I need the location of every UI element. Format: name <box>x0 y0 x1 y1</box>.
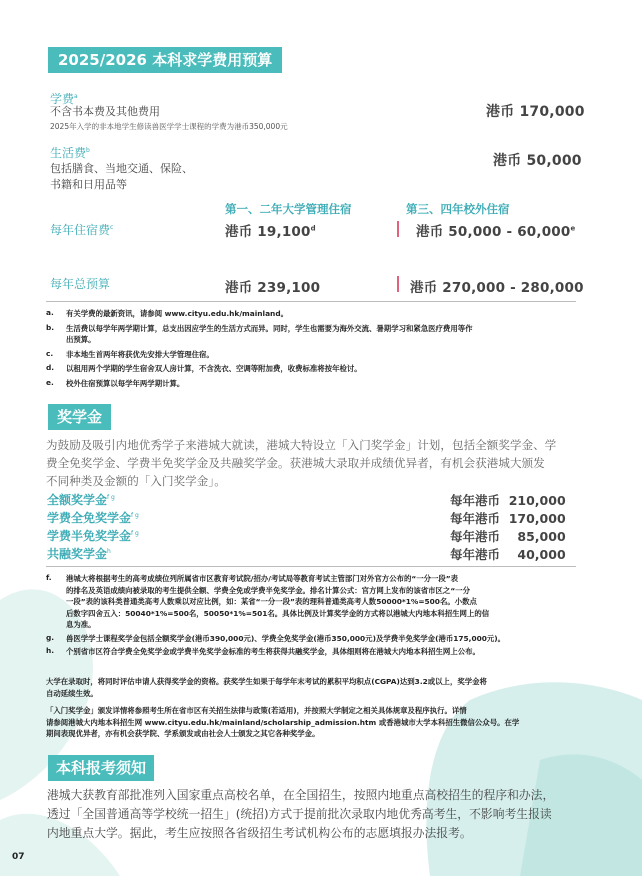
col1-header: 第一、二年大学管理住宿 <box>225 202 352 216</box>
housing-col1 <box>225 220 316 240</box>
total-label: 每年总预算 <box>50 277 111 291</box>
note-item <box>46 363 586 375</box>
tuition-small: 2025年入学的非本地学生修读兽医学学士课程的学费为港币350,000元 <box>50 122 288 131</box>
living-amount: 港币 50,000 <box>493 153 582 169</box>
tuition-desc: 不含书本费及其他费用 <box>50 105 160 118</box>
para-line: 「入门奖学金」颁发详情将参照考生所在省市区有关招生法律与政策(若适用)，并按照大学制定之相关具体规章及程序执行。详情 <box>46 706 467 715</box>
scholarship-sup: f g <box>131 512 139 519</box>
living-sup: b <box>86 147 90 154</box>
note-item <box>46 646 591 658</box>
scholarship-amount-full: 每年港币 210,000 <box>450 493 566 508</box>
note-text: 有关学费的最新资讯，请参阅 www.cityu.edu.hk/mainland。 <box>66 309 288 318</box>
budget-title: 2025/2026 本科求学费用预算 <box>48 47 282 73</box>
page-number: 07 <box>12 852 25 862</box>
note-mark: h. <box>46 646 55 655</box>
note-mark: g. <box>46 632 55 642</box>
note-item <box>46 323 586 335</box>
housing-col2-sup: e <box>570 224 576 233</box>
note-mark: d. <box>46 363 55 372</box>
intro-line: 为鼓励及吸引内地优秀学子来港城大就读，港城大特设立「入门奖学金」计划，包括全额奖学金、学 <box>46 438 557 452</box>
housing-col1-amount: 港币 19,100 <box>225 224 311 240</box>
note-line: 后数字四舍五入：50040*1%=500名，50050*1%=501名。具体比例及计算奖学金的方式将以港城大内地本科招生网上的信 <box>66 608 490 618</box>
notes-budget <box>46 308 586 389</box>
housing-label-text: 每年住宿费 <box>50 223 111 237</box>
note-line: 兽医学学士课程奖学金包括全额奖学金(港币390,000元)、学费全免奖学金(港币350,000元)及学费半免奖学金(港币175,000元)。 <box>66 633 506 643</box>
total-divider <box>397 276 399 292</box>
para-line: 期间表现优异者，亦有机会获学院、学系颁发或由社会人士颁发之其它各种奖学金。 <box>46 729 320 738</box>
note-line: 个别省市区符合学费全免奖学金或学费半免奖学金标准的考生将获得共融奖学金，具体细则将在港城大内地本科招生网上公布。 <box>66 647 480 656</box>
note-item <box>46 334 586 346</box>
para-line: 大学在录取时，将同时评估申请人获得奖学金的资格。获奖学生如果于每学年末考试的累积平均积点(CGPA)达到3.2或以上，奖学金将 <box>46 677 487 686</box>
note-mark: a. <box>46 308 54 317</box>
note-mark: f. <box>46 573 52 582</box>
housing-divider <box>397 221 399 237</box>
living-label-text: 生活费 <box>50 146 87 160</box>
admission-line: 内地重点大学。据此，考生应按照各省级招生考试机构公布的志愿填报办法报考。 <box>47 826 472 840</box>
scholarship-sup: f g <box>107 494 115 501</box>
note-item <box>46 573 591 631</box>
admission-title: 本科报考须知 <box>48 755 154 781</box>
col2-header: 第三、四年校外住宿 <box>406 202 510 216</box>
note-line: 的排名及英语成绩向被录取的考生提供全额、学费全免或学费半免奖学金。排名计算公式：官方网上发布的该省市区之“一分 <box>66 585 470 595</box>
admission-line: 透过「全国普通高等学校统一招生」(统招)方式于提前批次录取内地优秀高考生，不影响考生报读 <box>47 807 552 821</box>
living-desc-1: 包括膳食、当地交通、保险、 <box>50 162 193 175</box>
scholarship-item-tuition-full <box>47 509 139 526</box>
scholarship-intro <box>46 436 556 490</box>
scholarship-item-tuition-half <box>47 527 139 544</box>
cgpa-paragraph <box>46 676 487 699</box>
note-text: 出预算。 <box>66 335 96 344</box>
living-label <box>50 144 90 161</box>
tuition-sup: a <box>74 93 78 100</box>
housing-col2 <box>416 220 575 240</box>
scholarship-sup: h <box>107 548 111 555</box>
housing-col2-amount: 港币 50,000 - 60,000 <box>416 224 571 240</box>
note-mark: c. <box>46 348 54 358</box>
note-text: 生活费以每学年两学期计算，总支出因应学生的生活方式而异。同时，学生也需要为海外交流、暑期学习和紧急医疗费用等作 <box>66 323 473 333</box>
scholarship-item-inclusion <box>47 545 111 562</box>
total-col1: 港币 239,100 <box>225 280 321 296</box>
housing-sup: c <box>110 224 114 231</box>
note-text: 校外住宿预算以每学年两学期计算。 <box>66 378 185 388</box>
admission-line: 港城大获教育部批准列入国家重点高校名单，在全国招生，按照内地重点高校招生的程序和办法， <box>47 788 555 802</box>
note-item <box>46 308 586 320</box>
scholarship-item-full <box>47 491 115 508</box>
note-item <box>46 633 591 645</box>
note-item <box>46 349 586 361</box>
admission-body <box>47 786 554 843</box>
note-line: 港城大将根据考生的高考成绩位列所属省市区教育考试院/招办/考试局等教育考试主管部门对外官方公布的“一分一段”表 <box>66 574 459 583</box>
note-text: 以租用两个学期的学生宿舍双人房计算，不含洗衣、空调等附加费，收费标准将按年检讨。 <box>66 364 362 373</box>
budget-divider-line <box>46 301 576 302</box>
scholarship-amount-tuition-half: 每年港币 85,000 <box>450 529 566 544</box>
housing-col1-sup: d <box>310 224 316 233</box>
note-item <box>46 378 586 390</box>
note-mark: e. <box>46 377 54 387</box>
rules-paragraph <box>46 705 519 740</box>
scholarship-name: 共融奖学金 <box>47 547 108 561</box>
tuition-label-text: 学费 <box>50 92 75 106</box>
total-col2: 港币 270,000 - 280,000 <box>410 280 584 296</box>
living-desc-2: 书籍和日用品等 <box>50 178 127 191</box>
para-line: 自动延续生效。 <box>46 688 98 698</box>
scholarship-title: 奖学金 <box>48 404 111 430</box>
intro-line: 费全免奖学金、学费半免奖学金及共融奖学金。获港城大录取并成绩优异者，有机会获港城大颁发 <box>46 456 545 470</box>
note-mark <box>46 334 66 346</box>
scholarship-name: 学费半免奖学金 <box>47 529 132 543</box>
scholarship-name: 学费全免奖学金 <box>47 511 132 525</box>
scholarship-amount-inclusion: 每年港币 40,000 <box>450 547 566 562</box>
note-line: 一段”表的该科类普通类高考人数乘以对应比例，如：某省“一分一段”表的理科普通类高考人数50000*1%=500名。小数点 <box>66 597 477 606</box>
scholarship-sup: f g <box>131 530 139 537</box>
note-mark: b. <box>46 322 55 332</box>
note-text: 非本地生首两年将获优先安排大学管理住宿。 <box>66 349 214 359</box>
notes-scholarship <box>46 573 591 658</box>
housing-label <box>50 221 113 238</box>
tuition-amount: 港币 170,000 <box>486 104 585 120</box>
para-line: 请参阅港城大内地本科招生网 www.cityu.edu.hk/mainland/scholarship_admission.htm 或香港城市大学本科招生微信公众号。在学 <box>46 717 520 727</box>
scholarship-divider-line <box>46 566 576 567</box>
intro-line: 不同种类及金额的「入门奖学金」。 <box>46 474 226 488</box>
scholarship-name: 全额奖学金 <box>47 493 108 507</box>
note-line: 息为准。 <box>66 620 96 629</box>
scholarship-amount-tuition-full: 每年港币 170,000 <box>450 511 566 526</box>
